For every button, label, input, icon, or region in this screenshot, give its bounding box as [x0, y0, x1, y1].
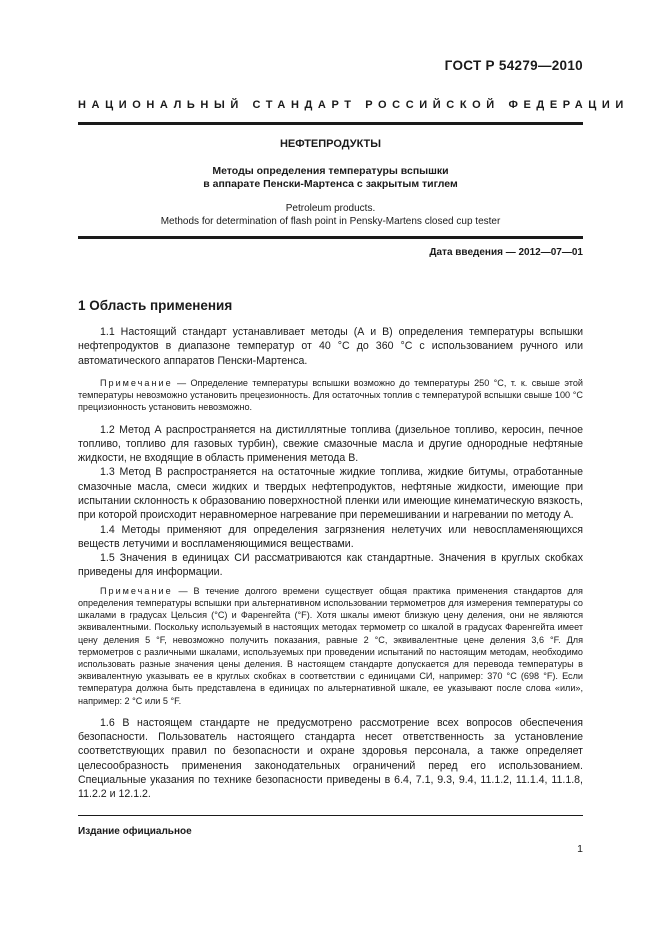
section-body: [78, 325, 583, 802]
subtitle-en-line-1: Petroleum products.: [285, 203, 376, 214]
note-2-label: Примечание: [100, 585, 173, 596]
note-2-text: — В течение долгого времени существует общая практика применения стандартов для определения температуры вспышки при альтернативном использовании термометров для измерения температуры со шкалами в градусах Цельсия (°С) и Фаренгейта (°F). Хотя шкалы имеют близкую цену деления, они не являются эквивалентными. Поскольку используемый в настоящих методах термометр со шкалой в градусах Фаренгейта имеет цену деления 5 °F, невозможно получить показания, равные 2 °С, эквивалентные цене деления 3,6 °F. Для термометров с различными шкалами, используемых при проведении испытаний по настоящим методам, необходимо использовать разные значения цены деления. В настоящем стандарте допускается для перевода температуры в эквивалентную указывать ее в круглых скобках в соответствии с единицами СИ, например: 370 °С (698 °F). Если температура должна быть представлена в единицах по альтернативной шкале, ее указывают после слова «или», например: 2 °С или 5 °F.: [78, 585, 583, 706]
national-standard-banner: НАЦИОНАЛЬНЫЙ СТАНДАРТ РОССИЙСКОЙ ФЕДЕРАЦИИ: [78, 99, 629, 111]
paragraph-1-6: 1.6 В настоящем стандарте не предусмотрено рассмотрение всех вопросов обеспечения безопасности. Пользователь настоящего стандарта несет ответственность за установление соответствующих правил по безопасности и охране здоровья персонала, а также определяет целесообразность применения законодательных ограничений перед его использованием. Специальные указания по технике безопасности приведены в 6.4, 7.1, 9.3, 9.4, 11.1.2, 11.1.4, 11.1.8, 11.2.2 и 12.1.2.: [78, 716, 583, 801]
standard-number: ГОСТ Р 54279—2010: [444, 58, 583, 73]
note-1-label: Примечание: [100, 377, 173, 388]
subtitle-ru-line-2: в аппарате Пенски-Мартенса с закрытым тиглем: [203, 178, 458, 190]
document-subtitle-en: [78, 202, 583, 228]
note-1: [78, 377, 583, 414]
subtitle-en-line-2: Methods for determination of flash point in Pensky-Martens closed cup tester: [160, 216, 501, 227]
official-edition-label: Издание официальное: [78, 826, 192, 837]
paragraph-1-5: 1.5 Значения в единицах СИ рассматриваются как стандартные. Значения в круглых скобках приведены для информации.: [78, 552, 583, 579]
page-number: 1: [577, 843, 583, 855]
section-heading: 1 Область применения: [78, 298, 233, 313]
paragraph-1-3: 1.3 Метод В распространяется на остаточные жидкие топлива, жидкие битумы, отработанные смазочные масла, смеси жидких и твердых нефтепродуктов, нефтяные жидкости, имеющие при испытании склонность к образованию поверхностной пленки или имеющие кинематическую вязкость, при которой происходит неравномерное нагревание при перемешивании и нагревании по методу А.: [78, 466, 583, 522]
subtitle-ru-line-1: Методы определения температуры вспышки: [212, 165, 449, 177]
introduction-date: Дата введения — 2012—07—01: [429, 247, 583, 258]
note-1-text: — Определение температуры вспышки возможно до температуры 250 °С, т. к. свыше этой температуры невозможно установить прецезионность. Для остаточных топлив с температурой вспышки свыше 100 °С прецизионность установить невозможно.: [78, 377, 583, 413]
paragraph-1-1: 1.1 Настоящий стандарт устанавливает методы (А и В) определения температуры вспышки нефтепродуктов в диапазоне температур от 40 °С до 360 °С с использованием ручного или автоматического аппаратов Пенски-Мартенса.: [78, 326, 583, 367]
footer-rule: [78, 815, 583, 816]
document-subtitle-ru: [78, 165, 583, 191]
paragraph-1-4: 1.4 Методы применяют для определения загрязнения нелетучих или невоспламеняющихся веществ летучими и воспламеняющимися веществами.: [78, 523, 583, 550]
paragraph-1-2: 1.2 Метод А распространяется на дистиллятные топлива (дизельное топливо, керосин, печное топливо, топливо для газовых турбин), свежие смазочные масла и другие однородные нефтяные жидкости, не входящие в область применения метода В.: [78, 423, 583, 465]
title-bottom-rule: [78, 236, 583, 239]
note-2: [78, 585, 583, 707]
top-rule: [78, 122, 583, 125]
document-title: НЕФТЕПРОДУКТЫ: [279, 138, 382, 150]
